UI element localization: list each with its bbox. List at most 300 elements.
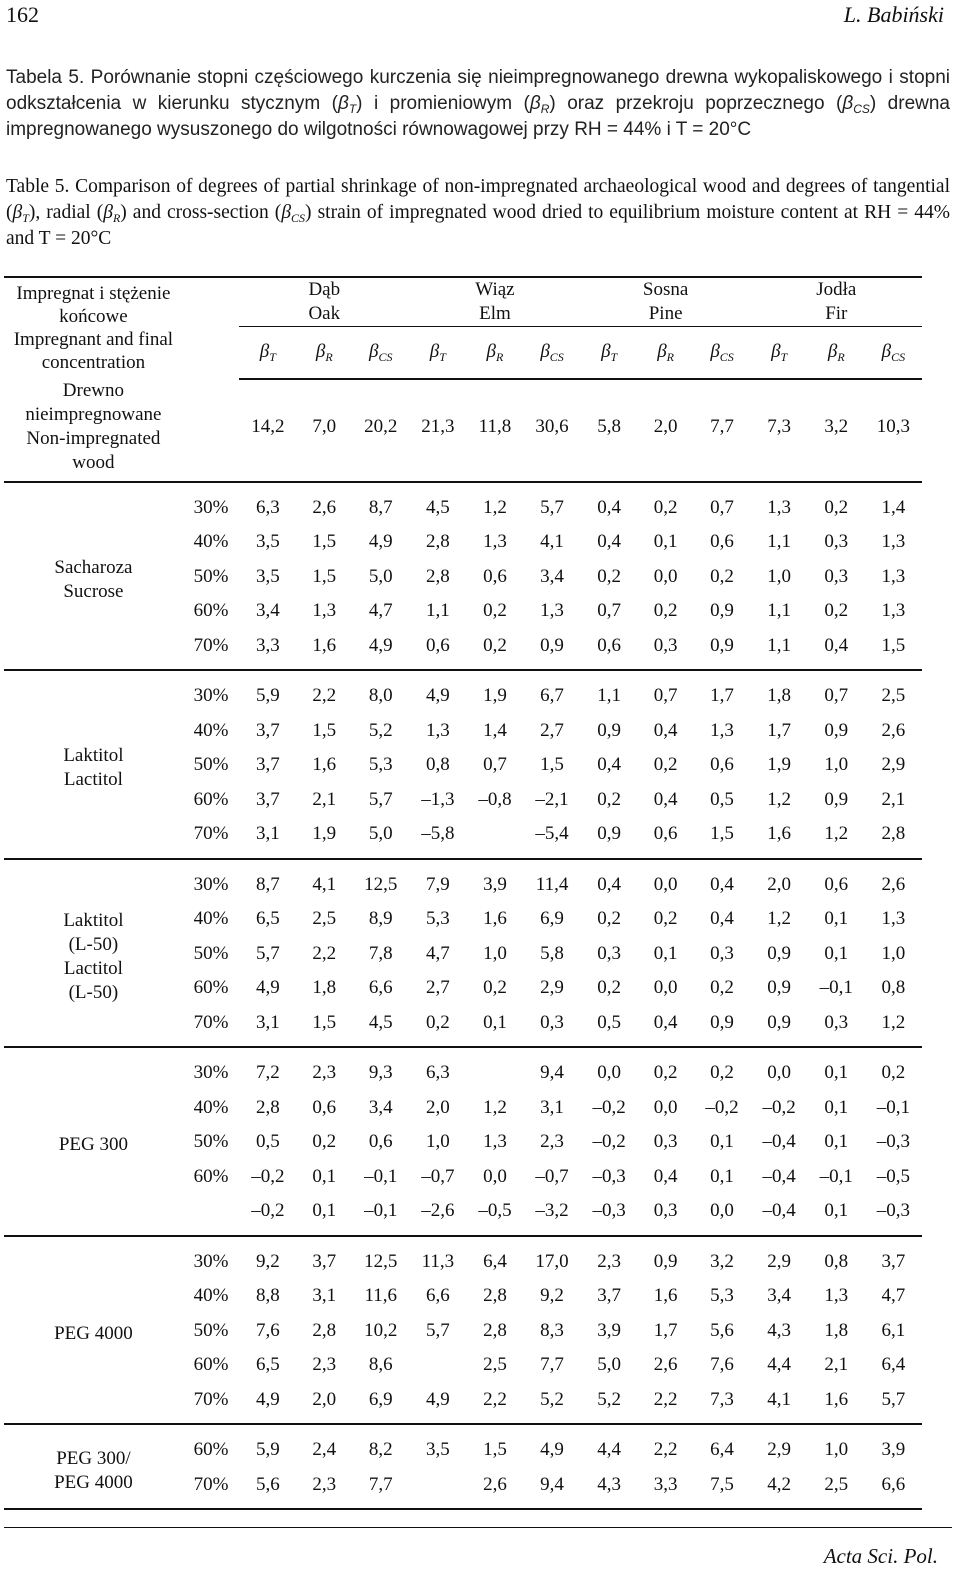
- table-cell: 0,0: [653, 565, 678, 587]
- table-cell: 1,9: [296, 817, 352, 859]
- table-cell: 1,3: [881, 600, 906, 622]
- table-cell: 0,6: [581, 629, 638, 671]
- table-cell: 0,2: [597, 565, 622, 587]
- table-cell: 1,5: [694, 817, 751, 859]
- table-cell: 0,3: [808, 1006, 865, 1048]
- table-cell: 6,7: [540, 685, 564, 707]
- table-cell: 2,2: [312, 942, 337, 964]
- table-cell: 0,6: [710, 531, 734, 553]
- table-cell: 0,7: [824, 685, 849, 707]
- group-label-line: (L-50): [68, 933, 119, 955]
- table-cell: 10,3: [865, 379, 922, 482]
- table-cell: 0,1: [653, 531, 678, 553]
- table-cell: 3,2: [710, 1250, 734, 1272]
- table-cell: 21,3: [409, 379, 466, 482]
- table-cell: 0,2: [483, 977, 507, 999]
- concentration-cell: 40%: [193, 1096, 229, 1118]
- author-name: L. Babiński: [843, 2, 944, 27]
- table-cell: 3,1: [239, 1006, 296, 1048]
- concentration-cell: 70%: [183, 1383, 239, 1425]
- table-cell: –0,1: [876, 1096, 911, 1118]
- header-line: końcowe: [59, 306, 128, 328]
- caption-text: ) i promieniowym (: [356, 93, 530, 114]
- table-cell: 9,4: [524, 1468, 581, 1510]
- table-cell: –0,5: [466, 1194, 523, 1236]
- table-cell: 3,4: [767, 1285, 792, 1307]
- table-cell: 3,4: [540, 565, 564, 587]
- table-cell: 5,7: [865, 1383, 922, 1425]
- table-cell: 5,9: [255, 685, 280, 707]
- table-row: [4, 1047, 922, 1091]
- impregnant-group-label: [4, 482, 183, 671]
- impregnant-group-label: [4, 859, 183, 1048]
- group-label-line: Laktitol: [63, 909, 124, 931]
- table-cell: 1,6: [296, 629, 352, 671]
- impregnant-header: [4, 277, 183, 379]
- species-header-fir: [751, 277, 922, 327]
- table-cell: 2,3: [597, 1250, 622, 1272]
- table-cell: 2,1: [881, 788, 906, 810]
- beta-r-symbol: $\beta_R$: [529, 93, 550, 116]
- table-cell: 1,4: [881, 496, 906, 518]
- table-cell: 0,4: [597, 754, 622, 776]
- beta-t-symbol: $\beta_T$: [337, 93, 357, 116]
- table-cell: 1,0: [824, 1439, 849, 1461]
- species-name-pl: Sosna: [642, 279, 689, 300]
- table-cell: 0,0: [653, 977, 678, 999]
- table-cell: 6,3: [255, 496, 280, 518]
- table-cell: 5,8: [581, 379, 638, 482]
- table-cell: –0,4: [762, 1165, 796, 1187]
- table-cell: 2,2: [466, 1383, 523, 1425]
- table-cell: 3,9: [881, 1439, 906, 1461]
- table-cell: 0,3: [653, 1131, 678, 1153]
- table-cell: –0,1: [352, 1194, 409, 1236]
- table-cell: 1,2: [767, 788, 792, 810]
- table-cell: 2,6: [653, 1354, 678, 1376]
- beta-r-symbol: $\beta_R$: [103, 202, 121, 225]
- table-cell: 9,3: [368, 1062, 393, 1084]
- table-cell: 1,0: [881, 942, 906, 964]
- concentration-cell: 70%: [183, 1006, 239, 1048]
- table-cell: 0,6: [710, 754, 734, 776]
- table-cell: 12,5: [364, 873, 398, 895]
- concentration-cell: 40%: [193, 908, 229, 930]
- table-cell: 0,1: [808, 1194, 865, 1236]
- table-cell: 7,6: [255, 1319, 280, 1341]
- table-cell: –0,2: [251, 1165, 285, 1187]
- table-cell: 5,7: [540, 496, 564, 518]
- table-cell: 11,6: [364, 1285, 397, 1307]
- group-label-line: Lactitol: [63, 769, 123, 791]
- table-cell: [466, 1047, 523, 1091]
- table-cell: 0,7: [653, 685, 678, 707]
- table-cell: 4,4: [597, 1439, 622, 1461]
- table-cell: 1,6: [312, 754, 337, 776]
- table-row-non-impregnated: [4, 379, 922, 482]
- table-cell: 0,4: [808, 629, 865, 671]
- table-cell: –0,1: [819, 977, 853, 999]
- table-cell: 0,4: [653, 1165, 678, 1187]
- table-cell: 1,5: [312, 565, 337, 587]
- table-cell: 0,3: [824, 565, 849, 587]
- table-cell: 8,9: [368, 908, 393, 930]
- caption-text: Tabela 5. Porównanie stopni częściowego kurczenia się nieimpregnowanego drewna wykopaliskowego i stopni odkształcenia w kierunku stycznym (: [6, 67, 950, 114]
- table-cell: 1,2: [483, 496, 507, 518]
- beta-r-symbol: $\beta_R$: [466, 327, 523, 379]
- table-cell: 0,9: [694, 1006, 751, 1048]
- table-cell: 2,4: [312, 1439, 337, 1461]
- table-cell: 1,1: [767, 600, 792, 622]
- table-cell: 1,5: [865, 629, 922, 671]
- table-cell: –0,4: [762, 1131, 796, 1153]
- group-label-line: Lactitol: [63, 957, 123, 979]
- species-header-elm: [409, 277, 580, 327]
- table-cell: 0,0: [653, 1096, 678, 1118]
- table-cell: 2,1: [312, 788, 337, 810]
- table-cell: 2,0: [296, 1383, 352, 1425]
- table-cell: 1,2: [808, 817, 865, 859]
- table-cell: 0,6: [824, 873, 849, 895]
- concentration-cell: 60%: [193, 1354, 229, 1376]
- concentration-cell: 70%: [183, 817, 239, 859]
- table-cell: 0,2: [597, 977, 622, 999]
- table-cell: 9,2: [540, 1285, 564, 1307]
- table-row: [4, 670, 922, 714]
- table-cell: 4,5: [352, 1006, 409, 1048]
- table-cell: 4,1: [751, 1383, 808, 1425]
- table-cell: –0,2: [705, 1096, 739, 1118]
- concentration-cell: 60%: [193, 788, 229, 810]
- table-cell: 2,5: [483, 1354, 507, 1376]
- table-cell: 2,3: [296, 1468, 352, 1510]
- table-cell: 3,2: [808, 379, 865, 482]
- table-cell: 0,1: [312, 1165, 337, 1187]
- row-label-line: Drewno: [62, 379, 124, 401]
- table-cell: 0,1: [824, 1062, 849, 1084]
- table-cell: 1,0: [483, 942, 507, 964]
- table-cell: 0,6: [638, 817, 694, 859]
- table-cell: [409, 1348, 466, 1383]
- table-cell: –0,3: [865, 1194, 922, 1236]
- table-cell: 4,7: [425, 942, 450, 964]
- concentration-cell: 60%: [193, 1165, 229, 1187]
- table-cell: 0,9: [767, 942, 792, 964]
- table-cell: 7,3: [694, 1383, 751, 1425]
- table-cell: 1,5: [540, 754, 564, 776]
- concentration-cell: 30%: [193, 873, 229, 895]
- footer-rule: [4, 1527, 952, 1528]
- table-cell: 1,0: [767, 565, 792, 587]
- concentration-cell: 30%: [193, 685, 229, 707]
- table-cell: 0,4: [653, 788, 678, 810]
- group-label-line: Sucrose: [63, 580, 124, 602]
- shrinkage-table: [4, 276, 922, 1510]
- table-cell: 4,9: [255, 977, 280, 999]
- table-cell: 17,0: [535, 1250, 569, 1272]
- table-cell: 2,8: [255, 1096, 280, 1118]
- table-cell: [409, 1468, 466, 1510]
- concentration-cell: 70%: [183, 1468, 239, 1510]
- table-cell: 0,2: [653, 908, 678, 930]
- caption-text: ) oraz przekroju poprzecznego (: [549, 93, 843, 114]
- table-cell: 2,5: [881, 685, 906, 707]
- table-cell: 1,1: [751, 629, 808, 671]
- table-cell: 7,7: [540, 1354, 564, 1376]
- table-cell: 2,6: [466, 1468, 523, 1510]
- caption-text: Table 5. Comparison of degrees of partial shrinkage of non-impregnated archaeological wood and degrees of tangential (: [6, 176, 950, 223]
- beta-t-symbol: $\beta_T$: [751, 327, 808, 379]
- table-cell: 0,9: [751, 1006, 808, 1048]
- beta-cs-symbol: $\beta_{CS}$: [842, 93, 870, 116]
- table-cell: 4,7: [881, 1285, 906, 1307]
- table-cell: 2,7: [540, 719, 564, 741]
- table-cell: 0,4: [597, 496, 622, 518]
- table-cell: 1,8: [767, 685, 792, 707]
- table-cell: 0,6: [483, 565, 507, 587]
- table-cell: 5,2: [368, 719, 393, 741]
- table-cell: 0,9: [710, 600, 734, 622]
- table-cell: 4,9: [239, 1383, 296, 1425]
- table-cell: 2,9: [540, 977, 564, 999]
- table-cell: 0,2: [653, 1062, 678, 1084]
- table-cell: 6,5: [255, 908, 280, 930]
- table-cell: 5,7: [425, 1319, 450, 1341]
- table-cell: 1,3: [824, 1285, 849, 1307]
- table-cell: 1,3: [710, 719, 734, 741]
- beta-cs-symbol: $\beta_{CS}$: [865, 327, 922, 379]
- table-cell: 5,3: [425, 908, 450, 930]
- table-cell: 1,1: [767, 531, 792, 553]
- table-cell: 4,9: [352, 629, 409, 671]
- table-cell: 6,9: [540, 908, 564, 930]
- table-cell: 5,3: [710, 1285, 734, 1307]
- table-cell: 0,2: [881, 1062, 906, 1084]
- table-cell: 1,5: [483, 1439, 507, 1461]
- table-cell: 3,7: [881, 1250, 906, 1272]
- row-label-line: Non-impregnated: [26, 427, 161, 449]
- table-cell: 0,2: [824, 600, 849, 622]
- table-cell: –2,6: [409, 1194, 466, 1236]
- concentration-cell: 40%: [193, 1285, 229, 1307]
- table-cell: 0,2: [483, 600, 507, 622]
- header-line: Impregnant and final: [13, 329, 174, 351]
- table-cell: 0,9: [581, 817, 638, 859]
- table-cell: 2,7: [425, 977, 450, 999]
- table-cell: 1,6: [808, 1383, 865, 1425]
- table-cell: 0,4: [653, 719, 678, 741]
- table-cell: –0,3: [876, 1131, 911, 1153]
- table-cell: 3,4: [368, 1096, 393, 1118]
- table-cell: 1,6: [483, 908, 507, 930]
- table-cell: 1,1: [425, 600, 450, 622]
- table-cell: 0,1: [296, 1194, 352, 1236]
- table-cell: 0,0: [767, 1062, 792, 1084]
- table-cell: 4,5: [425, 496, 450, 518]
- table-cell: 2,2: [638, 1383, 694, 1425]
- beta-cs-symbol: $\beta_{CS}$: [281, 202, 306, 225]
- table-cell: 4,4: [767, 1354, 792, 1376]
- table-cell: 0,3: [597, 942, 622, 964]
- table-cell: 8,3: [540, 1319, 564, 1341]
- header-line: Impregnat i stężenie: [16, 283, 171, 305]
- concentration-cell: 50%: [193, 565, 229, 587]
- table-cell: 0,2: [597, 908, 622, 930]
- table-cell: 0,2: [312, 1131, 337, 1153]
- caption-text: ) strain of impregnated wood dried to equilibrium moisture content at RH = 44% and T = 20°C: [6, 202, 950, 249]
- table-cell: 5,0: [368, 565, 393, 587]
- table-cell: 2,8: [425, 531, 450, 553]
- page-number: 162: [6, 2, 39, 27]
- beta-t-symbol: $\beta_T$: [239, 327, 296, 379]
- table-cell: –0,2: [592, 1131, 626, 1153]
- table-cell: 11,4: [535, 873, 569, 895]
- table-cell: 4,9: [425, 685, 450, 707]
- table-cell: 0,2: [409, 1006, 466, 1048]
- table-cell: 1,3: [483, 531, 507, 553]
- table-cell: 0,9: [694, 629, 751, 671]
- table-cell: 2,0: [425, 1096, 450, 1118]
- table-cell: 1,3: [881, 565, 906, 587]
- species-name-pl: Jodła: [816, 279, 857, 300]
- table-cell: –0,2: [239, 1194, 296, 1236]
- table-cell: 8,2: [368, 1439, 393, 1461]
- group-label-line: PEG 300/: [56, 1447, 131, 1469]
- table-row: [4, 859, 922, 903]
- concentration-cell: 30%: [193, 496, 229, 518]
- table-cell: 6,6: [425, 1285, 450, 1307]
- table-cell: 5,3: [368, 754, 393, 776]
- table-cell: 0,6: [368, 1131, 393, 1153]
- table-cell: 0,5: [581, 1006, 638, 1048]
- table-cell: 0,4: [597, 873, 622, 895]
- table-cell: 7,0: [296, 379, 352, 482]
- table-cell: 0,3: [638, 629, 694, 671]
- table-cell: 5,2: [524, 1383, 581, 1425]
- impregnant-group-label: [4, 1236, 183, 1425]
- table-cell: 0,0: [653, 873, 678, 895]
- table-cell: 9,2: [255, 1250, 280, 1272]
- concentration-cell: 50%: [193, 754, 229, 776]
- table-caption-english: [6, 174, 950, 252]
- table-cell: 2,0: [638, 379, 694, 482]
- table-cell: 2,5: [808, 1468, 865, 1510]
- table-cell: 0,1: [824, 1096, 849, 1118]
- table-cell: 4,1: [312, 873, 337, 895]
- table-cell: 4,2: [751, 1468, 808, 1510]
- table-cell: –0,5: [876, 1165, 911, 1187]
- beta-t-symbol: $\beta_T$: [581, 327, 638, 379]
- table-cell: 0,8: [425, 754, 450, 776]
- table-cell: 0,9: [524, 629, 581, 671]
- table-cell: 1,6: [751, 817, 808, 859]
- table-cell: 2,9: [767, 1250, 792, 1272]
- table-cell: 6,6: [865, 1468, 922, 1510]
- table-cell: 1,1: [597, 685, 622, 707]
- table-cell: 0,7: [710, 496, 734, 518]
- table-cell: 0,1: [824, 942, 849, 964]
- table-cell: –5,8: [409, 817, 466, 859]
- table-cell: –0,2: [592, 1096, 626, 1118]
- table-cell: 4,9: [368, 531, 393, 553]
- table-cell: 20,2: [352, 379, 409, 482]
- table-cell: 1,8: [312, 977, 337, 999]
- table-cell: 3,5: [255, 531, 280, 553]
- table-caption-polish: [6, 65, 950, 143]
- table-cell: 3,7: [312, 1250, 337, 1272]
- table-cell: 3,5: [255, 565, 280, 587]
- concentration-cell: 30%: [193, 1250, 229, 1272]
- species-name-en: Oak: [308, 303, 341, 324]
- impregnant-group-label: [4, 1424, 183, 1509]
- table-cell: 7,7: [352, 1468, 409, 1510]
- table-cell: 1,0: [824, 754, 849, 776]
- table-cell: 2,2: [653, 1439, 678, 1461]
- table-cell: 0,2: [653, 754, 678, 776]
- table-cell: 6,3: [425, 1062, 450, 1084]
- table-cell: –0,8: [478, 788, 512, 810]
- table-cell: 1,7: [710, 685, 734, 707]
- table-cell: 2,1: [824, 1354, 849, 1376]
- table-cell: 5,7: [368, 788, 393, 810]
- journal-name: Acta Sci. Pol.: [823, 1544, 938, 1568]
- table-cell: 0,2: [597, 788, 622, 810]
- table-cell: 5,9: [255, 1439, 280, 1461]
- table-cell: 1,2: [483, 1096, 507, 1118]
- row-label-line: wood: [72, 451, 115, 473]
- table-cell: 1,9: [767, 754, 792, 776]
- table-cell: 11,3: [421, 1250, 455, 1272]
- table-cell: 0,1: [824, 1131, 849, 1153]
- table-cell: 0,2: [653, 600, 678, 622]
- table-cell: [466, 817, 523, 859]
- table-cell: 0,1: [710, 1165, 734, 1187]
- table-cell: 12,5: [364, 1250, 398, 1272]
- table-cell: 4,3: [767, 1319, 792, 1341]
- concentration-cell: 40%: [193, 719, 229, 741]
- concentration-cell: 50%: [193, 1131, 229, 1153]
- table-cell: 0,0: [694, 1194, 751, 1236]
- table-cell: 5,6: [239, 1468, 296, 1510]
- table-cell: 6,6: [368, 977, 393, 999]
- table-cell: 0,3: [524, 1006, 581, 1048]
- table-cell: 0,9: [824, 788, 849, 810]
- table-cell: –1,3: [421, 788, 455, 810]
- concentration-cell: 60%: [193, 600, 229, 622]
- table-cell: 7,3: [751, 379, 808, 482]
- table-cell: 2,0: [767, 873, 792, 895]
- running-head: [0, 2, 952, 32]
- table-cell: 9,4: [540, 1062, 564, 1084]
- table-cell: 7,2: [255, 1062, 280, 1084]
- concentration-cell: 60%: [193, 977, 229, 999]
- table-cell: 1,5: [296, 1006, 352, 1048]
- beta-t-symbol: $\beta_T$: [12, 202, 29, 225]
- concentration-cell: 50%: [193, 942, 229, 964]
- table-cell: –0,7: [535, 1165, 569, 1187]
- table-cell: 1,8: [824, 1319, 849, 1341]
- table-cell: 2,8: [865, 817, 922, 859]
- group-label-line: Laktitol: [63, 745, 124, 767]
- species-header-pine: [581, 277, 751, 327]
- table-cell: 6,4: [710, 1439, 734, 1461]
- group-label-line: PEG 4000: [54, 1322, 133, 1344]
- table-cell: 3,4: [255, 600, 280, 622]
- group-label-line: Sacharoza: [54, 556, 133, 578]
- table-cell: 4,7: [368, 600, 393, 622]
- concentration-cell: 30%: [193, 1062, 229, 1084]
- table-cell: 3,3: [638, 1468, 694, 1510]
